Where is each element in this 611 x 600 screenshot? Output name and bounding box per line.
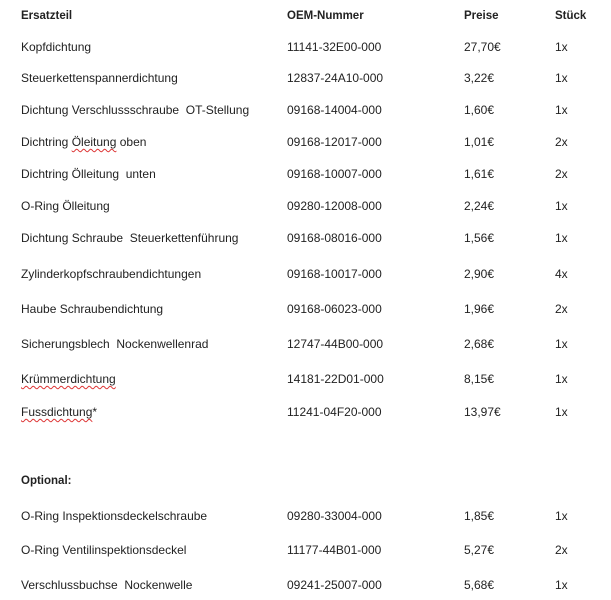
part-name: Haube Schraubendichtung — [21, 302, 164, 316]
oem-number: 09280-12008-000 — [287, 199, 382, 213]
quantity: 2x — [555, 135, 568, 149]
table-row — [0, 264, 611, 284]
spellcheck-word[interactable]: Fussdichtung — [21, 405, 93, 419]
table-row — [0, 369, 611, 389]
part-name: Sicherungsblech Nockenwellenrad — [21, 337, 209, 351]
part-name — [21, 132, 146, 152]
quantity: 1x — [555, 405, 568, 419]
part-name: O-Ring Ölleitung — [21, 199, 110, 213]
footnote-asterisk: * — [92, 405, 98, 419]
table-row — [0, 575, 611, 595]
spellcheck-word[interactable]: Öleitung — [71, 135, 117, 149]
part-name: O-Ring Inspektionsdeckelschraube — [21, 509, 208, 523]
oem-number: 12837-24A10-000 — [287, 71, 384, 85]
oem-number: 09168-06023-000 — [287, 302, 382, 316]
part-name: Verschlussbuchse Nockenwelle — [21, 578, 193, 592]
part-name: Dichtung Verschlussschraube OT-Stellung — [21, 103, 250, 117]
oem-number: 09168-10007-000 — [287, 167, 382, 181]
table-row — [0, 540, 611, 560]
price: 1,56€ — [464, 231, 495, 245]
part-name — [21, 402, 97, 422]
price: 3,22€ — [464, 71, 495, 85]
price: 1,85€ — [464, 509, 495, 523]
oem-number: 09280-33004-000 — [287, 509, 382, 523]
optional-title: Optional: — [21, 475, 72, 487]
part-name: Kopfdichtung — [21, 40, 92, 54]
quantity: 1x — [555, 103, 568, 117]
header-part: Ersatzteil — [21, 10, 73, 22]
price: 2,90€ — [464, 267, 495, 281]
table-row — [0, 164, 611, 184]
oem-number: 11241-04F20-000 — [287, 405, 382, 419]
price: 13,97€ — [464, 405, 501, 419]
quantity: 1x — [555, 40, 568, 54]
quantity: 4x — [555, 267, 568, 281]
quantity: 1x — [555, 199, 568, 213]
quantity: 1x — [555, 372, 568, 386]
part-name — [21, 369, 116, 389]
part-name: Dichtung Schraube Steuerkettenführung — [21, 231, 239, 245]
oem-number: 11177-44B01-000 — [287, 543, 382, 557]
price: 1,61€ — [464, 167, 495, 181]
spellcheck-word[interactable]: Krümmerdichtung — [21, 372, 116, 386]
header-price: Preise — [464, 10, 499, 22]
quantity: 1x — [555, 578, 568, 592]
part-name-post: oben — [116, 135, 147, 149]
price: 5,68€ — [464, 578, 495, 592]
optional-heading — [0, 471, 611, 491]
price: 1,96€ — [464, 302, 495, 316]
quantity: 1x — [555, 509, 568, 523]
part-name: Dichtring Ölleitung unten — [21, 167, 156, 181]
price: 2,68€ — [464, 337, 495, 351]
quantity: 2x — [555, 167, 568, 181]
oem-number: 09168-14004-000 — [287, 103, 382, 117]
header-qty: Stück — [555, 10, 587, 22]
quantity: 1x — [555, 231, 568, 245]
quantity: 1x — [555, 71, 568, 85]
part-name-pre: Dichtring — [21, 135, 72, 149]
table-row — [0, 334, 611, 354]
price: 27,70€ — [464, 40, 501, 54]
table-row — [0, 68, 611, 88]
table-row — [0, 196, 611, 216]
quantity: 2x — [555, 302, 568, 316]
table-row — [0, 402, 611, 422]
table-row — [0, 100, 611, 120]
table-row — [0, 299, 611, 319]
part-name: O-Ring Ventilinspektionsdeckel — [21, 543, 187, 557]
table-row — [0, 228, 611, 248]
quantity: 1x — [555, 337, 568, 351]
table-row — [0, 132, 611, 152]
oem-number: 14181-22D01-000 — [287, 372, 384, 386]
table-row — [0, 37, 611, 57]
part-name: Steuerkettenspannerdichtung — [21, 71, 178, 85]
oem-number: 12747-44B00-000 — [287, 337, 384, 351]
oem-number: 09241-25007-000 — [287, 578, 382, 592]
oem-number: 09168-12017-000 — [287, 135, 382, 149]
price: 8,15€ — [464, 372, 495, 386]
oem-number: 09168-08016-000 — [287, 231, 382, 245]
oem-number: 09168-10017-000 — [287, 267, 382, 281]
table-header — [0, 6, 611, 26]
quantity: 2x — [555, 543, 568, 557]
table-row — [0, 506, 611, 526]
part-name: Zylinderkopfschraubendichtungen — [21, 267, 202, 281]
oem-number: 11141-32E00-000 — [287, 40, 382, 54]
header-oem: OEM-Nummer — [287, 10, 364, 22]
price: 1,60€ — [464, 103, 495, 117]
price: 5,27€ — [464, 543, 495, 557]
price: 1,01€ — [464, 135, 495, 149]
price: 2,24€ — [464, 199, 495, 213]
